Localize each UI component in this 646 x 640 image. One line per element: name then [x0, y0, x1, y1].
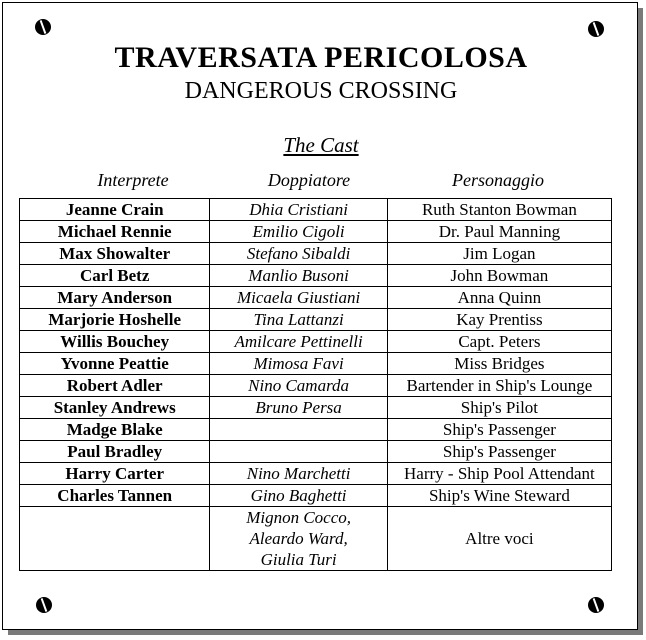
- role-cell: Altre voci: [387, 507, 611, 571]
- voice-cell: Stefano Sibaldi: [210, 243, 387, 265]
- voice-cell: [210, 507, 387, 571]
- role-cell: Dr. Paul Manning: [387, 221, 611, 243]
- column-header-role: Personaggio: [452, 170, 544, 190]
- actor-cell: Max Showalter: [20, 243, 210, 265]
- actor-cell: Harry Carter: [20, 463, 210, 485]
- voice-cell: [210, 419, 387, 441]
- table-row: [20, 221, 612, 243]
- role-cell: John Bowman: [387, 265, 611, 287]
- plaque-subtitle: DANGEROUS CROSSING: [184, 78, 458, 104]
- table-row: [20, 463, 612, 485]
- table-row: [20, 331, 612, 353]
- actor-cell: Marjorie Hoshelle: [20, 309, 210, 331]
- table-row: [20, 353, 612, 375]
- table-row: [20, 243, 612, 265]
- cast-plaque: [2, 2, 638, 630]
- screw-icon: [588, 597, 604, 613]
- voice-cell: Amilcare Pettinelli: [210, 331, 387, 353]
- actor-cell: [20, 507, 210, 571]
- table-row: [20, 397, 612, 419]
- table-row: [20, 287, 612, 309]
- actor-cell: Michael Rennie: [20, 221, 210, 243]
- actor-cell: Paul Bradley: [20, 441, 210, 463]
- table-row: [20, 485, 612, 507]
- voice-cell: Emilio Cigoli: [210, 221, 387, 243]
- actor-cell: Willis Bouchey: [20, 331, 210, 353]
- actor-cell: Madge Blake: [20, 419, 210, 441]
- table-row: [20, 507, 612, 571]
- voice-line: Mignon Cocco,: [246, 508, 352, 527]
- role-cell: Jim Logan: [387, 243, 611, 265]
- column-header-actor: Interprete: [97, 170, 169, 190]
- role-cell: Bartender in Ship's Lounge: [387, 375, 611, 397]
- column-header-voice: Doppiatore: [267, 170, 351, 190]
- voice-line: Aleardo Ward,: [249, 529, 348, 548]
- role-cell: Capt. Peters: [387, 331, 611, 353]
- voice-cell: [210, 441, 387, 463]
- role-cell: Miss Bridges: [387, 353, 611, 375]
- table-row: [20, 375, 612, 397]
- plaque-shadow-bottom: [8, 630, 643, 635]
- screw-icon: [36, 597, 52, 613]
- voice-cell: Tina Lattanzi: [210, 309, 387, 331]
- role-cell: Kay Prentiss: [387, 309, 611, 331]
- voice-cell: Bruno Persa: [210, 397, 387, 419]
- screw-icon: [35, 19, 51, 35]
- role-cell: Ship's Passenger: [387, 419, 611, 441]
- actor-cell: Mary Anderson: [20, 287, 210, 309]
- actor-cell: Carl Betz: [20, 265, 210, 287]
- actor-cell: Charles Tannen: [20, 485, 210, 507]
- plaque-title: TRAVERSATA PERICOLOSA: [114, 41, 528, 74]
- voice-cell: Manlio Busoni: [210, 265, 387, 287]
- actor-cell: Yvonne Peattie: [20, 353, 210, 375]
- role-cell: Anna Quinn: [387, 287, 611, 309]
- role-cell: Ship's Passenger: [387, 441, 611, 463]
- voice-cell: Gino Baghetti: [210, 485, 387, 507]
- role-cell: Ship's Wine Steward: [387, 485, 611, 507]
- role-cell: Harry - Ship Pool Attendant: [387, 463, 611, 485]
- voice-cell: Nino Marchetti: [210, 463, 387, 485]
- table-row: [20, 199, 612, 221]
- table-row: [20, 309, 612, 331]
- actor-cell: Robert Adler: [20, 375, 210, 397]
- role-cell: Ship's Pilot: [387, 397, 611, 419]
- screw-icon: [588, 21, 604, 37]
- voice-cell: Dhia Cristiani: [210, 199, 387, 221]
- actor-cell: Stanley Andrews: [20, 397, 210, 419]
- voice-cell: Mimosa Favi: [210, 353, 387, 375]
- voice-line: Giulia Turi: [260, 550, 337, 569]
- actor-cell: Jeanne Crain: [20, 199, 210, 221]
- table-row: [20, 419, 612, 441]
- voice-cell: Micaela Giustiani: [210, 287, 387, 309]
- section-title: The Cast: [283, 133, 359, 157]
- cast-table: [19, 198, 612, 571]
- table-row: [20, 441, 612, 463]
- role-cell: Ruth Stanton Bowman: [387, 199, 611, 221]
- voice-cell: Nino Camarda: [210, 375, 387, 397]
- table-row: [20, 265, 612, 287]
